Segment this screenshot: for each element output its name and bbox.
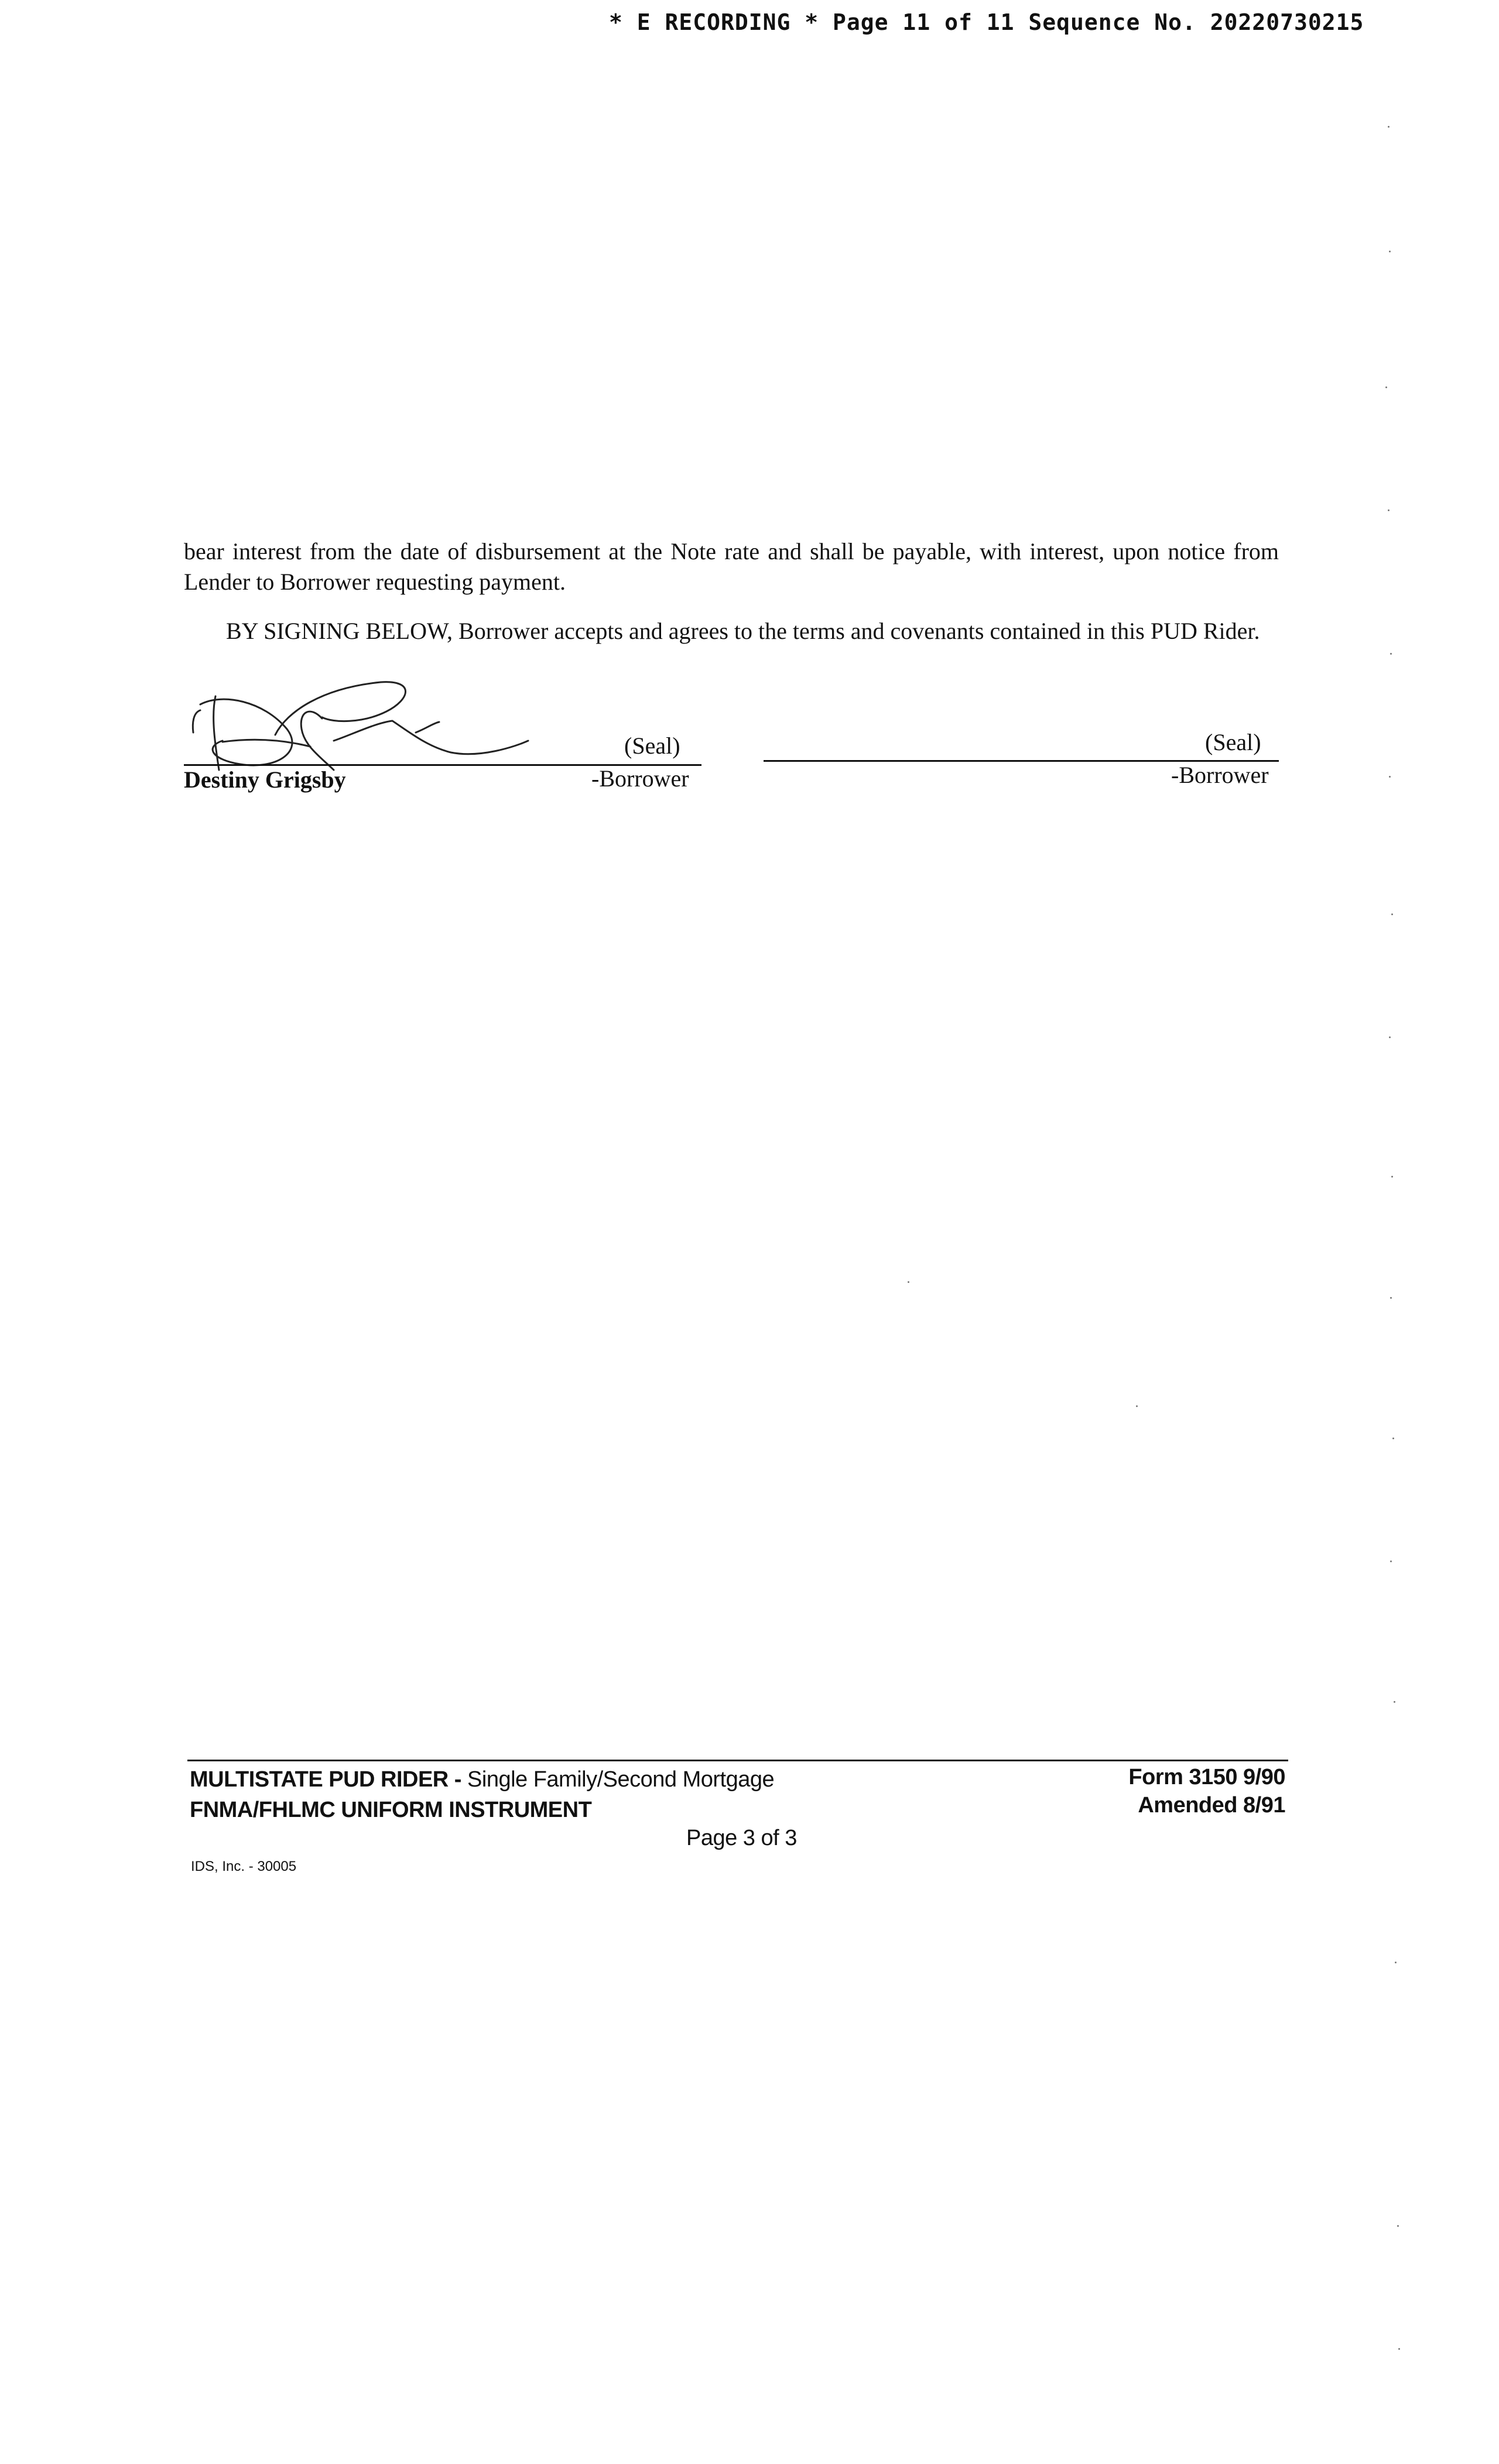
footer-form-title	[190, 1767, 774, 1792]
scan-speck	[1395, 1962, 1397, 1963]
body-paragraph-continuation: bear interest from the date of disbursement at the Note rate and shall be payable, with interest, upon notice from Lender to Borrower requesting payment.	[184, 538, 1279, 595]
scan-speck	[1389, 776, 1391, 778]
recording-header: * E RECORDING * Page 11 of 11 Sequence No. 20220730215	[609, 9, 1364, 35]
borrower-label-right: -Borrower	[1171, 762, 1269, 788]
scan-speck	[1385, 386, 1387, 388]
signer-name: Destiny Grigsby	[184, 766, 346, 793]
scan-speck	[1394, 1701, 1395, 1703]
scan-speck	[1391, 1176, 1393, 1178]
scan-speck	[1388, 509, 1390, 511]
footer-rule	[187, 1760, 1288, 1761]
footer-ids-code: IDS, Inc. - 30005	[191, 1859, 297, 1874]
scan-speck	[1389, 251, 1391, 252]
scan-speck	[1388, 126, 1390, 128]
seal-label-left: (Seal)	[624, 733, 680, 759]
footer-form-title-rest: Single Family/Second Mortgage	[461, 1767, 775, 1792]
footer-instrument: FNMA/FHLMC UNIFORM INSTRUMENT	[190, 1798, 592, 1822]
scan-speck	[1398, 2348, 1400, 2350]
footer-page-number: Page 3 of 3	[686, 1826, 797, 1850]
footer-amended: Amended 8/91	[1138, 1793, 1285, 1818]
body-paragraph-signing: BY SIGNING BELOW, Borrower accepts and agrees to the terms and covenants contained in this PUD Rider.	[226, 618, 1260, 644]
scan-speck	[1136, 1405, 1138, 1407]
scan-speck	[1392, 1438, 1394, 1439]
scan-speck	[1391, 913, 1393, 915]
scan-speck	[1389, 1036, 1391, 1038]
footer-form-number: Form 3150 9/90	[1128, 1765, 1285, 1789]
borrower-label-left: -Borrower	[591, 765, 689, 792]
scan-speck	[908, 1281, 909, 1283]
footer-form-title-bold: MULTISTATE PUD RIDER -	[190, 1767, 461, 1792]
scan-speck	[1390, 1560, 1392, 1562]
scan-speck	[1390, 653, 1392, 655]
scan-speck	[1390, 1297, 1392, 1299]
seal-label-right: (Seal)	[1205, 729, 1261, 755]
scan-speck	[1397, 2225, 1399, 2227]
